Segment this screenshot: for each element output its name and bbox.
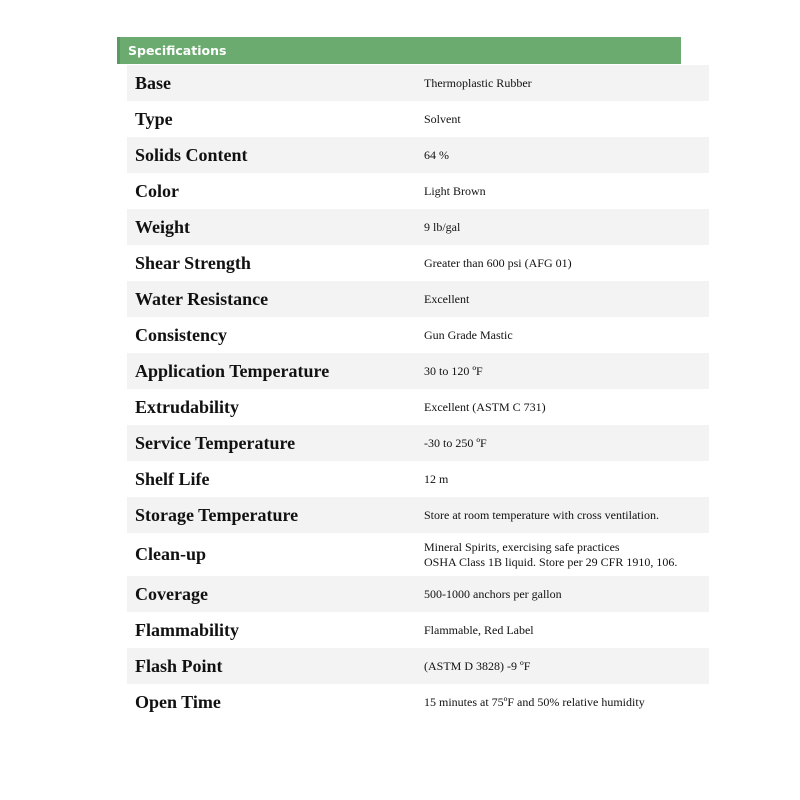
spec-row-consistency — [127, 317, 709, 353]
spec-value: Store at room temperature with cross ventilation. — [424, 507, 659, 522]
spec-value: -30 to 250 ºF — [424, 435, 487, 450]
spec-value: Thermoplastic Rubber — [424, 75, 532, 90]
spec-label: Flammability — [135, 619, 239, 640]
spec-value: 12 m — [424, 471, 449, 486]
spec-row-open-time — [127, 684, 709, 720]
spec-label: Water Resistance — [135, 288, 269, 309]
spec-value: Light Brown — [424, 183, 486, 198]
spec-value: 15 minutes at 75ºF and 50% relative humidity — [424, 694, 645, 709]
spec-value: 500-1000 anchors per gallon — [424, 586, 562, 601]
spec-value: Excellent — [424, 291, 470, 306]
spec-value-line: Mineral Spirits, exercising safe practices — [424, 539, 620, 554]
spec-row-service-temperature — [127, 425, 709, 461]
spec-label: Clean-up — [135, 544, 207, 564]
spec-row-type — [127, 101, 709, 137]
spec-row-flammability — [127, 612, 709, 648]
spec-value — [424, 540, 709, 570]
spec-value: 9 lb/gal — [424, 219, 461, 234]
spec-label: Storage Temperature — [135, 504, 299, 525]
spec-label: Base — [135, 72, 171, 93]
spec-value: 30 to 120 ºF — [424, 363, 483, 378]
spec-label: Shelf Life — [135, 468, 210, 489]
spec-row-water-resistance — [127, 281, 709, 317]
spec-label: Consistency — [135, 324, 228, 345]
spec-value: 64 % — [424, 147, 449, 162]
spec-row-base — [127, 65, 709, 101]
spec-value: Gun Grade Mastic — [424, 327, 513, 342]
specifications-table — [127, 65, 709, 720]
spec-value-line: OSHA Class 1B liquid. Store per 29 CFR 1910, 106. — [424, 554, 678, 569]
spec-label: Flash Point — [135, 655, 223, 676]
spec-label: Open Time — [135, 691, 221, 712]
spec-row-storage-temperature — [127, 497, 709, 533]
spec-value: Greater than 600 psi (AFG 01) — [424, 255, 572, 270]
spec-label: Solids Content — [135, 144, 248, 165]
spec-row-flash-point — [127, 648, 709, 684]
spec-row-application-temperature — [127, 353, 709, 389]
specifications-header: Specifications — [117, 37, 681, 64]
spec-label: Shear Strength — [135, 252, 251, 273]
spec-label: Weight — [135, 216, 191, 237]
spec-label: Type — [135, 108, 173, 129]
spec-row-clean-up — [127, 533, 709, 576]
spec-value: Excellent (ASTM C 731) — [424, 399, 546, 414]
spec-value: (ASTM D 3828) -9 ºF — [424, 658, 531, 673]
spec-row-weight — [127, 209, 709, 245]
spec-label: Color — [135, 180, 179, 201]
spec-row-color — [127, 173, 709, 209]
spec-value: Solvent — [424, 111, 461, 126]
spec-label: Extrudability — [135, 396, 240, 417]
spec-row-extrudability — [127, 389, 709, 425]
spec-label: Application Temperature — [135, 360, 330, 381]
spec-row-shear-strength — [127, 245, 709, 281]
spec-row-coverage — [127, 576, 709, 612]
spec-label: Service Temperature — [135, 432, 296, 453]
spec-row-solids-content — [127, 137, 709, 173]
spec-row-shelf-life — [127, 461, 709, 497]
spec-value: Flammable, Red Label — [424, 622, 534, 637]
spec-label: Coverage — [135, 583, 208, 604]
